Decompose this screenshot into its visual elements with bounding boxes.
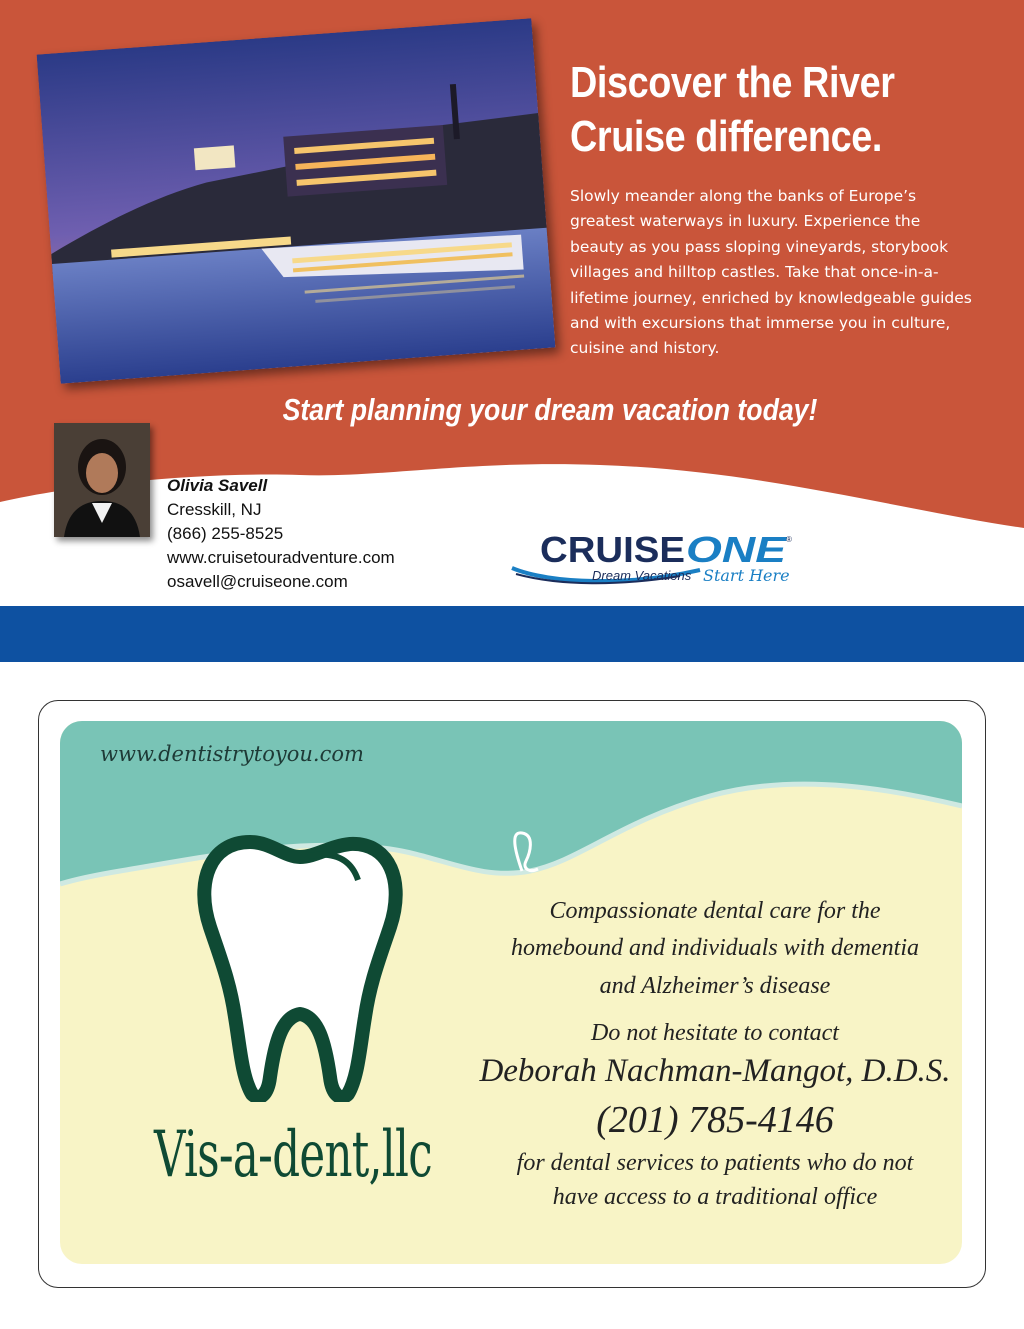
agent-website[interactable]: www.cruisetouradventure.com xyxy=(167,548,395,567)
brand-name: Vis-a-dent,llc xyxy=(154,1118,432,1192)
headline-line-2: Cruise difference. xyxy=(570,112,882,161)
logo-subtitle: Dream Vacations xyxy=(592,568,692,583)
body-line: beauty as you pass sloping vineyards, storybook xyxy=(570,237,949,256)
card-service-line-1: for dental services to patients who do not xyxy=(516,1150,914,1176)
card-tagline-line-3: and Alzheimer’s disease xyxy=(599,973,831,999)
logo-trademark: ® xyxy=(786,535,792,544)
dentist-phone[interactable]: (201) 785-4146 xyxy=(596,1099,834,1141)
card-tagline-line-2: homebound and individuals with dementia xyxy=(511,935,919,961)
agent-name: Olivia Savell xyxy=(167,476,268,495)
body-copy xyxy=(570,184,990,362)
card-contact-prompt: Do not hesitate to contact xyxy=(591,1020,839,1046)
logo-word-one: ONE xyxy=(686,529,788,570)
body-line: Slowly meander along the banks of Europe’s xyxy=(570,187,917,205)
agent-photo xyxy=(54,423,150,537)
blue-divider-band xyxy=(0,606,1024,662)
logo-word-cruise: CRUISE xyxy=(540,529,685,570)
logo-script: Start Here xyxy=(703,566,790,585)
cruiseone-logo xyxy=(510,528,800,590)
body-line: lifetime journey, enriched by knowledgeable guides xyxy=(570,288,972,307)
tagline: Start planning your dream vacation today! xyxy=(282,392,818,427)
dental-website[interactable]: www.dentistrytoyou.com xyxy=(100,742,364,766)
body-line: and with excursions that immerse you in culture, xyxy=(570,314,951,333)
dentist-name: Deborah Nachman-Mangot, D.D.S. xyxy=(479,1053,951,1089)
agent-email[interactable]: osavell@cruiseone.com xyxy=(167,572,348,591)
body-line: cuisine and history. xyxy=(570,339,720,358)
river-cruise-photo xyxy=(37,18,556,383)
card-service-line-2: have access to a traditional office xyxy=(552,1184,878,1210)
headline xyxy=(570,56,931,164)
body-line: villages and hilltop castles. Take that once-in-a- xyxy=(570,263,939,282)
body-line: greatest waterways in luxury. Experience the xyxy=(570,212,921,231)
cruise-ad xyxy=(0,0,1024,606)
agent-contact xyxy=(167,474,395,594)
agent-location: Cresskill, NJ xyxy=(167,500,262,519)
headline-line-1: Discover the River xyxy=(570,58,895,107)
card-tagline-line-1: Compassionate dental care for the xyxy=(549,898,881,924)
agent-phone[interactable]: (866) 255-8525 xyxy=(167,524,284,543)
tooth-logo-icon xyxy=(190,832,420,1102)
